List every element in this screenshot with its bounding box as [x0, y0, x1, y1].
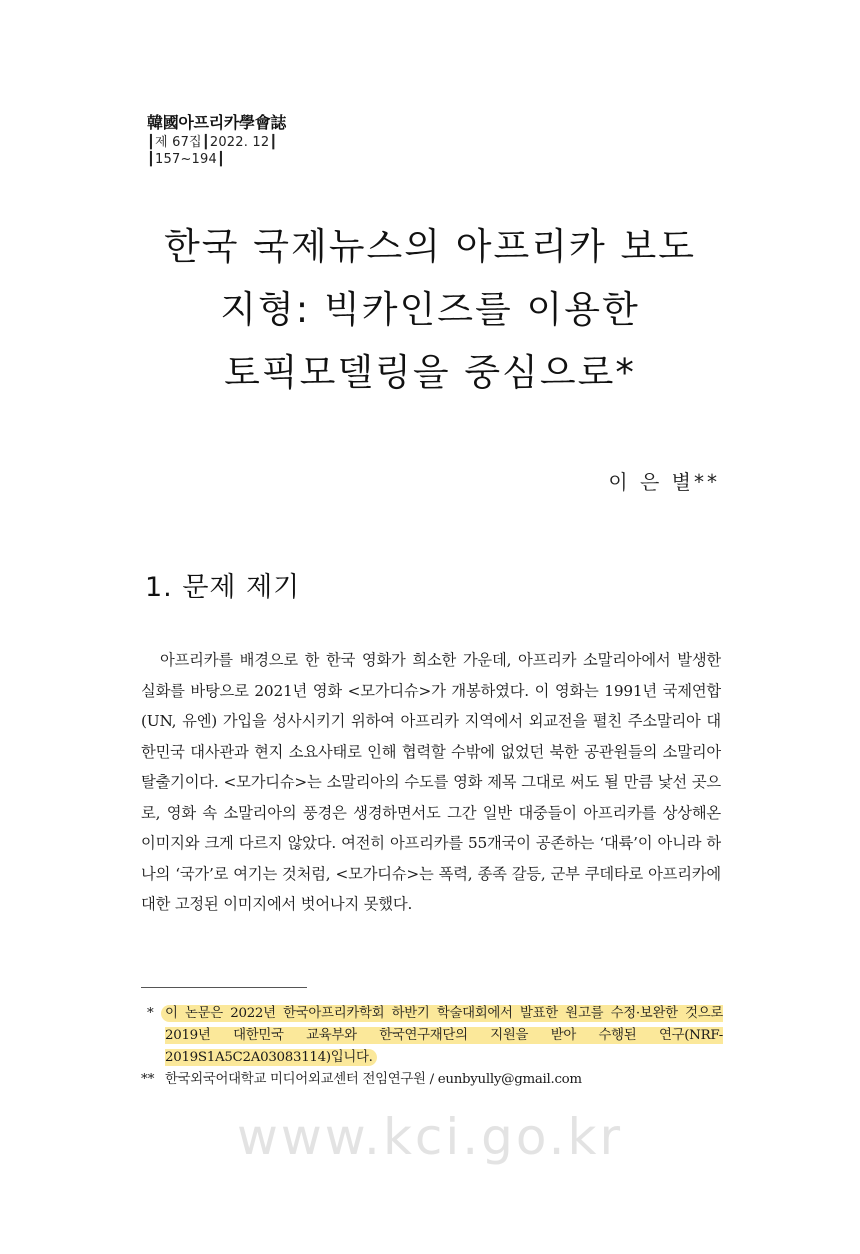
footnote-1-text: [165, 1003, 723, 1069]
body-paragraph: 아프리카를 배경으로 한 한국 영화가 희소한 가운데, 아프리카 소말리아에서 발생한 실화를 바탕으로 2021년 영화 <모가디슈>가 개봉하였다. 이 영화는 1991년 국제연합(UN, 유엔) 가입을 성사시키기 위하여 아프리카 지역에서 외교전을 펼친 주소말리아 대한민국 대사관과 현지 소요사태로 인해 협력할 수밖에 없었던 북한 공관원들의 소말리아 탈출기이다. <모가디슈>는 소말리아의 수도를 영화 제목 그대로 써도 될 만큼 낯선 곳으로, 영화 속 소말리아의 풍경은 생경하면서도 그간 일반 대중들이 아프리카를 상상해온 이미지와 크게 다르지 않았다. 여전히 아프리카를 55개국이 공존하는 ‘대륙’이 아니라 하나의 ‘국가’로 여기는 것처럼, <모가디슈>는 폭력, 종족 갈등, 군부 쿠데타로 아프리카에 대한 고정된 이미지에서 벗어나지 못했다.: [141, 651, 721, 913]
title-line-2: 지형: 빅카인즈를 이용한: [220, 288, 640, 331]
author-name: 이 은 별**: [608, 470, 720, 494]
footnote-2: [141, 1069, 723, 1091]
footnotes: [141, 1003, 723, 1091]
journal-pages: ┃157~194┃: [147, 152, 225, 167]
highlighted-text: 이 논문은 2022년 한국아프리카학회 하반기 학술대회에서 발표한 원고를 수정·보완한 것으로 2019년 대한민국 교육부와 한국연구재단의 지원을 받아 수행된 연구(NRF-2019S1A5C2A03083114)입니다.: [161, 1005, 723, 1066]
paper-title: [0, 215, 860, 404]
journal-name: 韓國아프리카學會誌: [147, 113, 287, 132]
title-line-3: 토픽모델링을 중심으로*: [224, 351, 636, 394]
footnote-divider: [141, 987, 307, 988]
journal-header: [147, 112, 286, 168]
footnote-2-text: 한국외국어대학교 미디어외교센터 전임연구원 / eunbyully@gmail.com: [165, 1072, 582, 1087]
watermark: www.kci.go.kr: [236, 1108, 624, 1166]
footnote-1: [141, 1003, 723, 1069]
section-heading: 1. 문제 제기: [145, 572, 301, 603]
title-line-1: 한국 국제뉴스의 아프리카 보도: [164, 225, 696, 268]
journal-issue: ┃제 67집┃2022. 12┃: [147, 135, 278, 150]
footnote-1-mark: *: [147, 1006, 154, 1021]
footnote-2-mark: **: [141, 1072, 155, 1087]
